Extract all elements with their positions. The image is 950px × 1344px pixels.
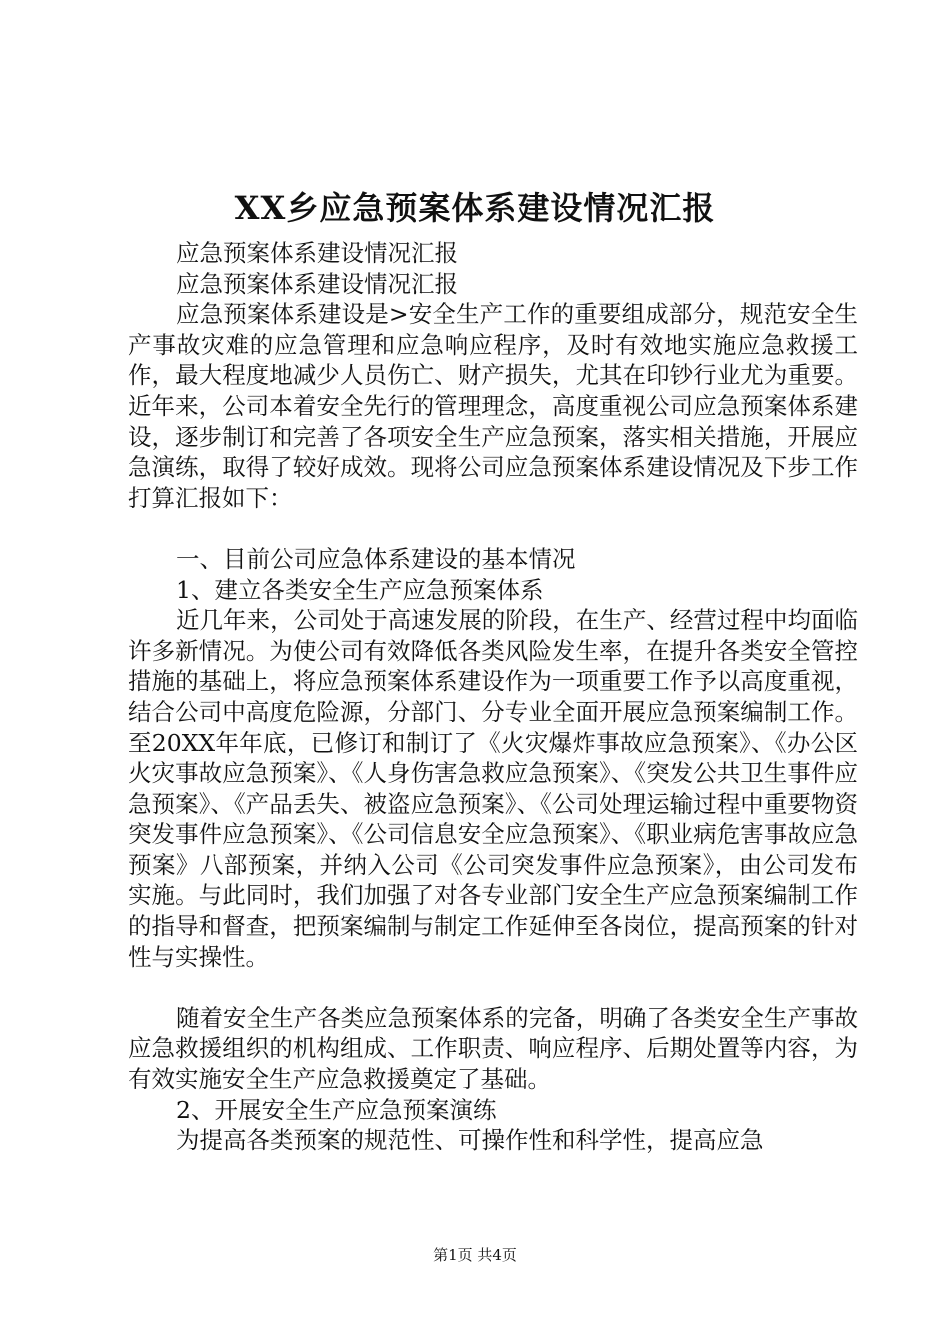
paragraph-body-3: 为提高各类预案的规范性、可操作性和科学性，提高应急 — [176, 1126, 764, 1155]
paragraph-intro: 应急预案体系建设是>安全生产工作的重要组成部分，规范安全生产事故灾难的应急管理和应急响应程序，及时有效地实施应急救援工作，最大程度地减少人员伤亡、财产损失，尤其在印钞行业尤为重要。近年来，公司本着安全先行的管理理念，高度重视公司应急预案体系建设，逐步制订和完善了各项安全生产应急预案，落实相关措施，开展应急演练，取得了较好成效。现将公司应急预案体系建设情况及下步工作打算汇报如下： — [128, 300, 858, 512]
paragraph-body-1: 近几年来，公司处于高速发展的阶段，在生产、经营过程中均面临许多新情况。为使公司有效降低各类风险发生率，在提升各类安全管控措施的基础上，将应急预案体系建设作为一项重要工作予以高度重视，结合公司中高度危险源，分部门、分专业全面开展应急预案编制工作。至20XX年年底，已修订和制订了《火灾爆炸事故应急预案》、《办公区火灾事故应急预案》、《人身伤害急救应急预案》、《突发公共卫生事件应急预案》、《产品丢失、被盗应急预案》、《公司处理运输过程中重要物资突发事件应急预案》、《公司信息安全应急预案》、《职业病危害事故应急预案》八部预案，并纳入公司《公司突发事件应急预案》，由公司发布实施。与此同时，我们加强了对各专业部门安全生产应急预案编制工作的指导和督查，把预案编制与制定工作延伸至各岗位，提高预案的针对性与实操性。 — [128, 606, 858, 971]
subsection-heading-1: 1、建立各类安全生产应急预案体系 — [176, 575, 544, 604]
document-title: XX乡应急预案体系建设情况汇报 — [234, 189, 716, 227]
paragraph-subtitle-2: 应急预案体系建设情况汇报 — [176, 269, 458, 298]
paragraph-subtitle-1: 应急预案体系建设情况汇报 — [176, 239, 458, 267]
page-footer: 第1页 共4页 — [433, 1246, 517, 1264]
paragraph-body-2: 随着安全生产各类应急预案体系的完备，明确了各类安全生产事故应急救援组织的机构组成、工作职责、响应程序、后期处置等内容，为有效实施安全生产应急救援奠定了基础。 — [128, 1003, 858, 1094]
subsection-heading-2: 2、开展安全生产应急预案演练 — [176, 1095, 497, 1124]
document-body — [128, 238, 858, 1156]
section-heading-1: 一、目前公司应急体系建设的基本情况 — [176, 544, 576, 573]
